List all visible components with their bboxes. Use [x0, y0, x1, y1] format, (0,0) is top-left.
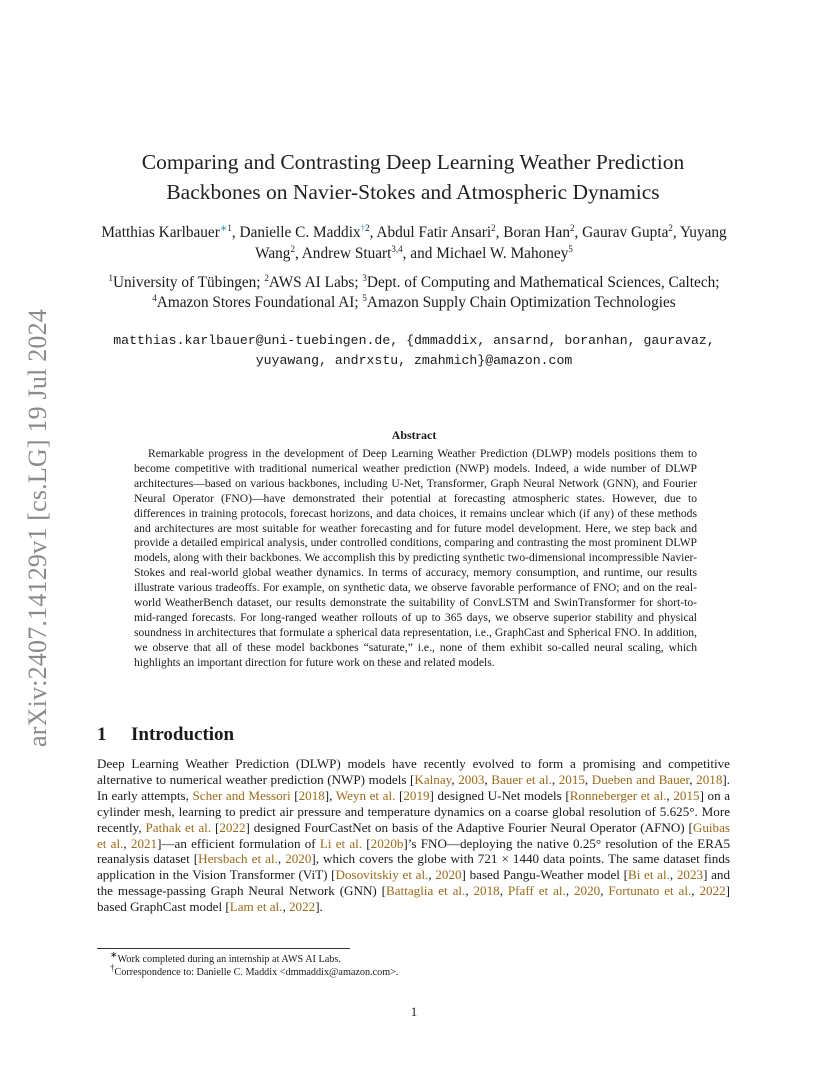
citation-link[interactable]: Ronneberger et al. — [569, 787, 667, 803]
intro-text: ] designed FourCastNet on basis of the Adaptive Fourier Neural Operator (AFNO) [ — [245, 819, 693, 835]
author-name: , Abdul Fatir Ansari — [369, 224, 492, 241]
footnote-mark: ∗ — [110, 949, 118, 960]
affiliation-text: Amazon Stores Foundational AI; — [156, 294, 363, 311]
intro-text: [ — [211, 819, 220, 835]
citation-link[interactable]: 2020 — [435, 867, 462, 883]
affiliation-text: Dept. of Computing and Mathematical Sciences, Caltech; — [366, 274, 720, 291]
affiliation-index: 2 — [264, 272, 269, 283]
intro-text: ], — [324, 787, 336, 803]
affiliation-index: 3,4 — [391, 243, 403, 254]
footnote-text: Work completed during an internship at AWS AI Labs. — [117, 954, 341, 965]
citation-link[interactable]: Guibas et al. — [97, 819, 730, 851]
title-line-1: Comparing and Contrasting Deep Learning Weather Prediction — [141, 150, 685, 174]
intro-text: , — [551, 771, 559, 787]
intro-text: [ — [395, 787, 404, 803]
affiliation-text: AWS AI Labs; — [268, 274, 363, 291]
intro-text: , — [282, 899, 289, 915]
citation-link[interactable]: Bi et al. — [627, 867, 670, 883]
intro-text: ] based GraphCast model [ — [97, 883, 731, 915]
arxiv-identifier-stamp: arXiv:2407.14129v1 [cs.LG] 19 Jul 2024 — [23, 309, 52, 747]
affiliation-index: 4 — [152, 292, 157, 303]
page-number: 1 — [410, 1004, 418, 1019]
footnote-divider — [97, 948, 350, 949]
affiliation-index: 2 — [491, 222, 496, 233]
affiliations — [98, 273, 730, 313]
citation-link[interactable]: 2023 — [676, 867, 704, 883]
citation-link[interactable]: Dosovitskiy et al. — [335, 867, 429, 883]
citation-link[interactable]: 2018 — [696, 771, 723, 787]
affiliation-index: 2 — [365, 222, 370, 233]
affiliation-index: 2 — [569, 222, 575, 233]
citation-link[interactable]: 2020 — [574, 883, 601, 899]
citation-link[interactable]: 2021 — [130, 835, 158, 851]
intro-text: , — [277, 851, 286, 867]
affiliation-index: 1 — [227, 222, 232, 233]
email-line-1: matthias.karlbauer@uni-tuebingen.de, {dmmaddix, ansarnd, boranhan, gauravaz, — [113, 333, 715, 348]
author-name: , Andrew Stuart — [294, 245, 392, 262]
intro-text: ] on a cylinder mesh, learning to predict air pressure and temperature dynamics on a coarse global resolution of 5.625°. More recently, — [97, 787, 731, 835]
citation-link[interactable]: 2015 — [558, 771, 585, 787]
intro-text: , — [499, 883, 508, 899]
intro-text: , — [666, 787, 674, 803]
intro-text: [ — [290, 787, 299, 803]
affiliation-index: 2 — [668, 222, 673, 233]
intro-text: ]. — [315, 899, 323, 915]
intro-text: ] and the message-passing Graph Neural Network (GNN) [ — [97, 867, 731, 899]
citation-link[interactable]: Kalnay — [414, 771, 452, 787]
footnote-internship — [110, 949, 341, 966]
intro-text: ] based Pangu-Weather model [ — [461, 867, 628, 883]
intro-text: , — [584, 771, 592, 787]
abstract-heading: Abstract — [391, 428, 437, 442]
intro-text: , — [689, 771, 697, 787]
intro-text: , — [691, 883, 700, 899]
intro-text: ]. In early attempts, — [97, 771, 730, 803]
affiliation-index: 2 — [290, 243, 295, 254]
citation-link[interactable]: 2019 — [403, 787, 430, 803]
citation-link[interactable]: 2022 — [219, 819, 246, 835]
section-title: Introduction — [131, 724, 235, 745]
intro-text: , — [484, 771, 492, 787]
intro-text: , — [600, 883, 609, 899]
intro-text: , — [669, 867, 677, 883]
intro-text: ]’s FNO—deploying the native 0.25° resolution of the ERA5 reanalysis dataset [ — [97, 835, 731, 867]
author-name: , Danielle C. Maddix — [231, 224, 361, 241]
author-name: , and Michael W. Mahoney — [402, 245, 569, 262]
citation-link[interactable]: Pathak et al. — [145, 819, 212, 835]
footnote-correspondence — [110, 962, 399, 979]
citation-link[interactable]: 2018 — [298, 787, 325, 803]
citation-link[interactable]: Weyn et al. — [335, 787, 396, 803]
author-name: , Boran Han — [495, 224, 570, 241]
intro-text: , — [465, 883, 474, 899]
intro-text: , — [428, 867, 436, 883]
citation-link[interactable]: Fortunato et al. — [608, 883, 692, 899]
intro-text: ] designed U-Net models [ — [429, 787, 570, 803]
citation-link[interactable]: 2020 — [285, 851, 312, 867]
intro-text: ]—an efficient formulation of — [157, 835, 320, 851]
abstract-body: Remarkable progress in the development of Deep Learning Weather Prediction (DLWP) models positions them to become competitive with traditional numerical weather prediction (NWP) models. Indeed, a wide number of DLWP architectures—based on various backbones, including U-Net, Transformer, Graph Neural Network (GNN), and Fourier Neural Operator (FNO)—have demonstrated their potential at forecasting atmospheric states. However, due to differences in training protocols, forecast horizons, and data choices, it remains unclear which (if any) of these methods and architectures are most suitable for weather forecasting and for future model development. Here, we step back and provide a detailed empirical analysis, under controlled conditions, comparing and contrasting the most prominent DLWP models, along with their backbones. We accomplish this by predicting synthetic two-dimensional incompressible Navier-Stokes and real-world global weather dynamics. In terms of accuracy, memory consumption, and runtime, our results illustrate various tradeoffs. For example, on synthetic data, we observe favorable performance of FNO; and on the real-world WeatherBench dataset, our results demonstrate the suitability of ConvLSTM and SwinTransformer for short-to-mid-ranged forecasts. For long-ranged weather rollouts of up to 365 days, we observe superior stability and physical soundness in architectures that formulate a spherical data representation, i.e., GraphCast and Spherical FNO. In addition, we observe that all of these model backbones “saturate,” i.e., none of them exhibit so-called neural scaling, which highlights an important direction for future work on these and related models. — [134, 447, 697, 669]
citation-link[interactable]: Pfaff et al. — [507, 883, 566, 899]
citation-link[interactable]: 2022 — [289, 899, 316, 915]
citation-link[interactable]: 2022 — [699, 883, 726, 899]
citation-link[interactable]: Bauer et al. — [491, 771, 552, 787]
citation-link[interactable]: Li et al. — [319, 835, 363, 851]
footnote-mark: † — [110, 962, 115, 973]
email-line-2: yuyawang, andrxstu, zmahmich}@amazon.com — [255, 353, 573, 368]
affiliation-index: 5 — [568, 243, 573, 254]
footnote-text: Correspondence to: Danielle C. Maddix <dmmaddix@amazon.com>. — [114, 967, 399, 978]
paper-title — [90, 147, 736, 207]
intro-text: Deep Learning Weather Prediction (DLWP) models have recently evolved to form a promising and competitive alternative to numerical weather prediction (NWP) models [ — [97, 756, 730, 787]
footnote-mark[interactable]: ∗ — [219, 222, 228, 233]
section-number: 1 — [97, 724, 107, 745]
section-heading — [97, 724, 729, 746]
affiliation-index: 3 — [362, 272, 367, 283]
affiliation-index: 5 — [362, 292, 367, 303]
citation-link[interactable]: Dueben and Bauer — [591, 771, 690, 787]
citation-link[interactable]: 2018 — [473, 883, 500, 899]
intro-paragraph — [97, 756, 730, 915]
citation-link[interactable]: Hersbach et al. — [198, 851, 278, 867]
affiliation-index: 1 — [108, 272, 113, 283]
footnote-mark[interactable]: † — [360, 222, 366, 233]
intro-text: , — [123, 835, 131, 851]
citation-link[interactable]: Scher and Messori — [192, 787, 291, 803]
intro-text: [ — [362, 835, 371, 851]
author-name: , Yuyang Wang — [255, 224, 727, 262]
citation-link[interactable]: 2020b — [370, 835, 404, 851]
intro-text: ], which covers the globe with 721 × 1440 data points. The same dataset finds application in the Vision Transformer (ViT) [ — [97, 851, 730, 883]
title-line-2: Backbones on Navier-Stokes and Atmospheric Dynamics — [166, 180, 660, 204]
citation-link[interactable]: 2015 — [673, 787, 700, 803]
intro-text: , — [451, 771, 459, 787]
citation-link[interactable]: 2003 — [458, 771, 485, 787]
affiliation-text: University of Tübingen; — [112, 274, 265, 291]
author-name: , Gaurav Gupta — [574, 224, 669, 241]
author-name: Matthias Karlbauer — [101, 224, 220, 241]
affiliation-text: Amazon Supply Chain Optimization Technologies — [366, 294, 676, 311]
citation-link[interactable]: Battaglia et al. — [386, 883, 466, 899]
citation-link[interactable]: Lam et al. — [229, 899, 283, 915]
intro-text: , — [565, 883, 574, 899]
author-list — [98, 222, 730, 264]
author-emails — [98, 331, 730, 371]
